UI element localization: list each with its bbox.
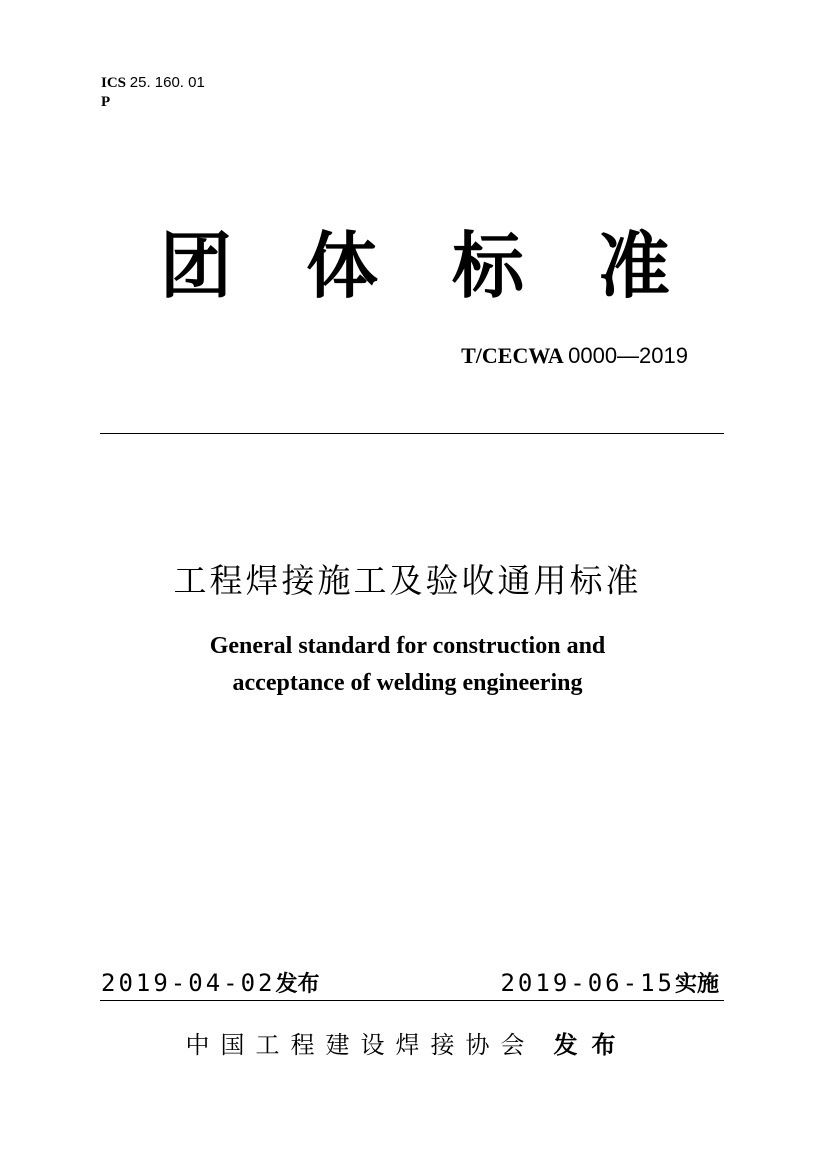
english-title xyxy=(0,628,815,702)
implement-date-block xyxy=(500,967,719,998)
ics-line xyxy=(101,73,205,93)
implement-date: 2019-06-15 xyxy=(500,969,675,997)
banner-char-1: 团 xyxy=(160,223,233,308)
publisher-line xyxy=(0,1025,815,1060)
english-title-line-2: acceptance of welding engineering xyxy=(232,670,583,696)
ics-prefix: ICS xyxy=(101,75,127,91)
issue-label: 发布 xyxy=(275,972,320,997)
banner-char-4: 准 xyxy=(597,223,670,308)
bottom-divider xyxy=(100,1000,724,1001)
issue-date: 2019-04-02 xyxy=(101,969,276,997)
classification-code: P xyxy=(101,94,111,110)
implement-label: 实施 xyxy=(674,972,719,997)
standard-prefix: T/CECWA xyxy=(461,343,563,368)
issue-date-block xyxy=(101,967,320,998)
standard-year-number: 0000—2019 xyxy=(568,343,688,368)
publisher-label: 发布 xyxy=(553,1031,630,1059)
chinese-title: 工程焊接施工及验收通用标准 xyxy=(173,561,642,600)
standard-number xyxy=(461,343,688,369)
ics-code: 25. 160. 01 xyxy=(129,74,205,91)
group-standard-banner xyxy=(160,205,670,315)
publisher-name: 中国工程建设焊接协会 xyxy=(185,1031,536,1059)
banner-char-3: 标 xyxy=(451,223,524,308)
banner-char-2: 体 xyxy=(305,223,378,308)
english-title-line-1: General standard for construction and xyxy=(209,633,606,659)
top-divider xyxy=(100,433,724,434)
